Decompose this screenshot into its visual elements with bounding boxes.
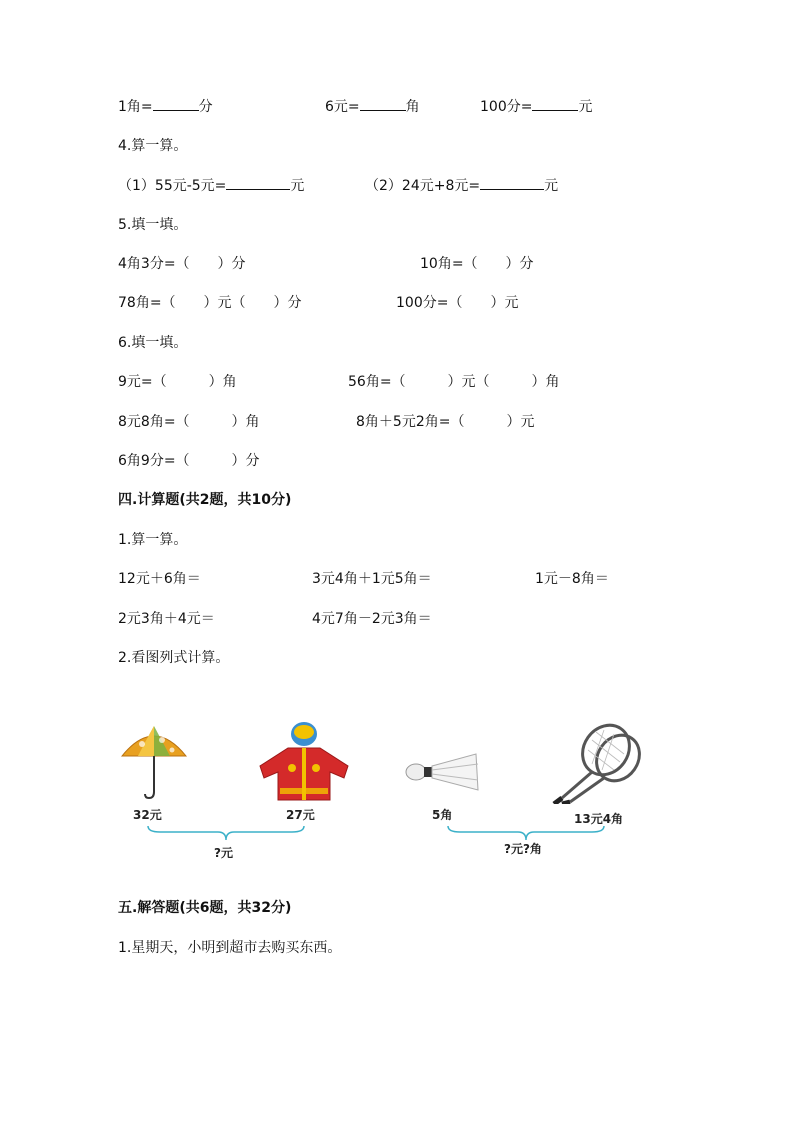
jacket-price-label: 27元 bbox=[286, 808, 315, 822]
conversion-row bbox=[118, 96, 213, 117]
conversion-row-b bbox=[325, 96, 420, 117]
q4-item1-prefix: （1）55元-5元= bbox=[118, 178, 227, 194]
q4-item1-suffix: 元 bbox=[290, 178, 305, 194]
conversion-row-c bbox=[480, 96, 592, 117]
answer-blank[interactable] bbox=[226, 175, 290, 190]
answer-blank[interactable] bbox=[532, 96, 578, 111]
q6-row2a: 8元8角=（ ）角 bbox=[118, 414, 260, 430]
racket-icon bbox=[548, 720, 648, 804]
expression-2: 3元4角＋1元5角＝ bbox=[312, 571, 432, 587]
umbrella-price-label: 32元 bbox=[133, 808, 162, 822]
shuttlecock-icon bbox=[404, 752, 482, 792]
sec4-q2-title: 2.看图列式计算。 bbox=[118, 650, 230, 666]
q5-row2b: 100分=（ ）元 bbox=[396, 295, 519, 311]
q6-row2b: 8角＋5元2角=（ ）元 bbox=[356, 414, 535, 430]
q4-item2-prefix: （2）24元+8元= bbox=[365, 178, 481, 194]
answer-blank[interactable] bbox=[153, 96, 199, 111]
expression-5: 4元7角－2元3角＝ bbox=[312, 611, 432, 627]
conv-b-suffix: 角 bbox=[405, 99, 420, 115]
q5-row2a: 78角=（ ）元（ ）分 bbox=[118, 295, 302, 311]
conv-c-prefix: 100分= bbox=[480, 99, 533, 115]
q5-title: 5.填一填。 bbox=[118, 217, 188, 233]
conv-b-prefix: 6元= bbox=[325, 99, 360, 115]
jacket-icon bbox=[258, 722, 354, 802]
section-4-heading: 四.计算题(共2题，共10分) bbox=[118, 492, 292, 508]
q4-item1 bbox=[118, 175, 304, 196]
q6-row1a: 9元=（ ）角 bbox=[118, 374, 237, 390]
left-total-brace bbox=[146, 824, 306, 842]
expression-4: 2元3角＋4元＝ bbox=[118, 611, 215, 627]
sec5-q1: 1.星期天，小明到超市去购买东西。 bbox=[118, 940, 342, 956]
sec4-q1-title: 1.算一算。 bbox=[118, 532, 188, 548]
shuttlecock-price-label: 5角 bbox=[432, 808, 453, 822]
q4-item2 bbox=[365, 175, 558, 196]
racket-price-label: 13元4角 bbox=[574, 812, 624, 826]
q6-title: 6.填一填。 bbox=[118, 335, 188, 351]
q6-row1b: 56角=（ ）元（ ）角 bbox=[348, 374, 560, 390]
expression-1: 12元＋6角＝ bbox=[118, 571, 201, 587]
right-total-label: ?元?角 bbox=[504, 842, 542, 856]
left-total-label: ?元 bbox=[214, 846, 233, 860]
answer-blank[interactable] bbox=[360, 96, 406, 111]
expression-3: 1元－8角＝ bbox=[535, 571, 609, 587]
q4-item2-suffix: 元 bbox=[544, 178, 559, 194]
section-5-heading: 五.解答题(共6题，共32分) bbox=[118, 900, 292, 916]
conv-a-prefix: 1角= bbox=[118, 99, 153, 115]
q5-row1b: 10角=（ ）分 bbox=[420, 256, 534, 272]
answer-blank[interactable] bbox=[480, 175, 544, 190]
q6-row3a: 6角9分=（ ）分 bbox=[118, 453, 260, 469]
q4-title: 4.算一算。 bbox=[118, 138, 188, 154]
q5-row1a: 4角3分=（ ）分 bbox=[118, 256, 246, 272]
conv-a-suffix: 分 bbox=[198, 99, 213, 115]
umbrella-icon bbox=[118, 722, 190, 802]
conv-c-suffix: 元 bbox=[578, 99, 593, 115]
